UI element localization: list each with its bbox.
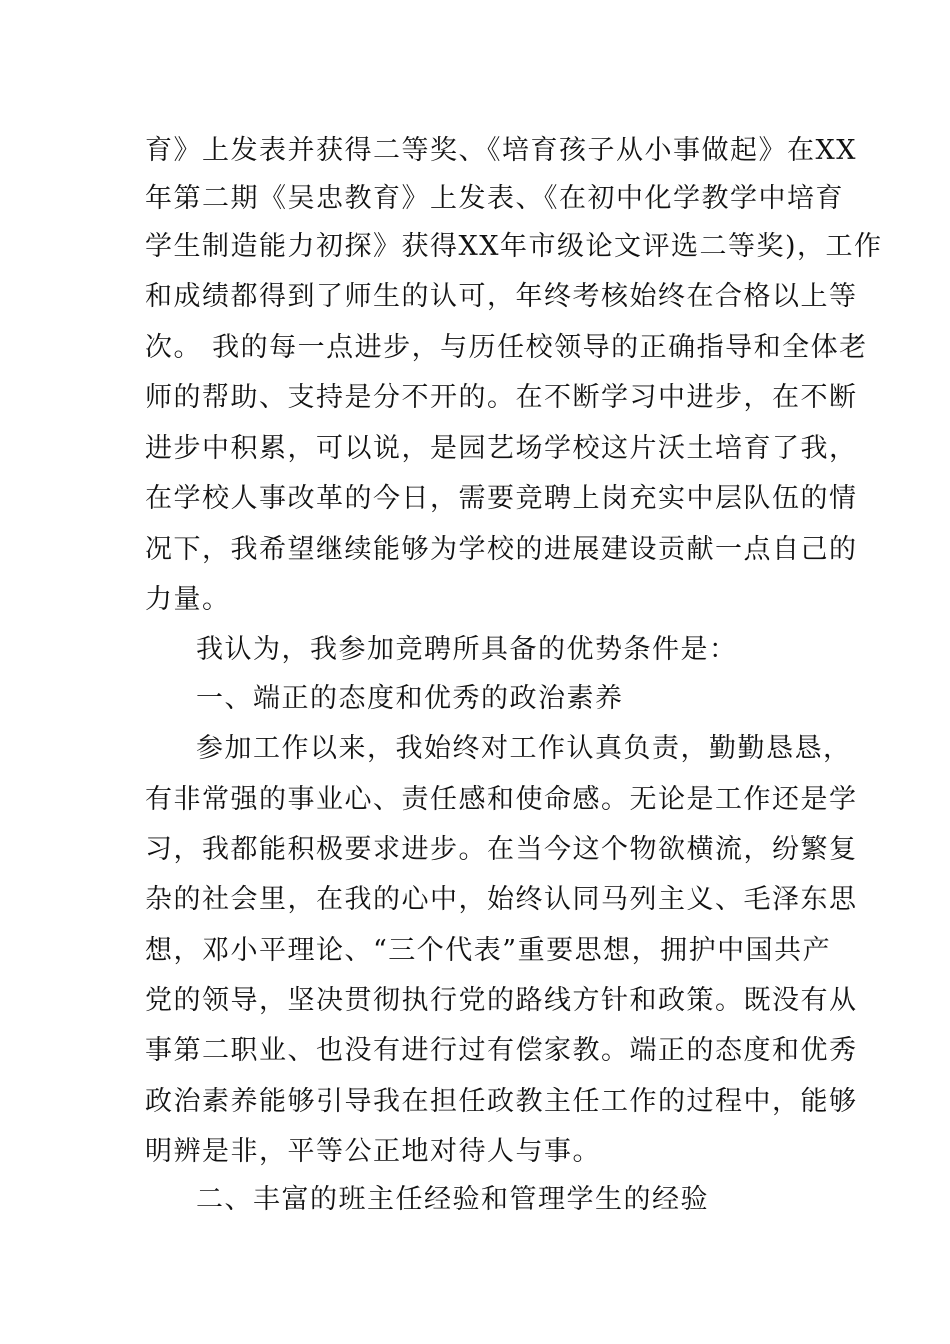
text-line: 明辨是非，平等公正地对待人与事。	[145, 1136, 601, 1167]
text-line: 想，邓小平理论、“三个代表”重要思想，拥护中国共产	[145, 935, 832, 966]
section-heading-2: 二、丰富的班主任经验和管理学生的经验	[196, 1184, 709, 1215]
text-line: 事第二职业、也没有进行过有偿家教。端正的态度和优秀	[145, 1035, 858, 1066]
text-line: 杂的社会里，在我的心中，始终认同马列主义、毛泽东思	[145, 884, 858, 915]
text-line: 进步中积累，可以说，是园艺场学校这片沃土培育了我，	[145, 433, 858, 464]
text-line: 和成绩都得到了师生的认可，年终考核始终在合格以上等	[145, 281, 858, 312]
text-line: 力量。	[145, 584, 231, 615]
text-line: 师的帮助、支持是分不开的。在不断学习中进步，在不断	[145, 382, 858, 413]
text-line: 参加工作以来，我始终对工作认真负责，勤勤恳恳，	[196, 733, 852, 764]
text-line: 次。 我的每一点进步，与历任校领导的正确指导和全体老	[145, 332, 868, 363]
text-line: 育》上发表并获得二等奖、《培育孩子从小事做起》在XX	[145, 135, 857, 166]
text-line: 政治素养能够引导我在担任政教主任工作的过程中，能够	[145, 1086, 858, 1117]
text-line: 有非常强的事业心、责任感和使命感。无论是工作还是学	[145, 784, 858, 815]
text-line: 习，我都能积极要求进步。在当今这个物欲横流，纷繁复	[145, 834, 858, 865]
text-line: 党的领导，坚决贯彻执行党的路线方针和政策。既没有从	[145, 985, 858, 1016]
text-line: 在学校人事改革的今日，需要竞聘上岗充实中层队伍的情	[145, 483, 858, 514]
section-heading-1: 一、端正的态度和优秀的政治素养	[196, 683, 624, 714]
text-line: 年第二期《吴忠教育》上发表、《在初中化学教学中培育	[145, 183, 844, 214]
text-line: 学生制造能力初探》获得XX年市级论文评选二等奖)，工作	[145, 231, 883, 262]
text-line: 况下，我希望继续能够为学校的进展建设贡献一点自己的	[145, 534, 858, 565]
paragraph-intro: 我认为，我参加竞聘所具备的优势条件是：	[196, 634, 738, 665]
